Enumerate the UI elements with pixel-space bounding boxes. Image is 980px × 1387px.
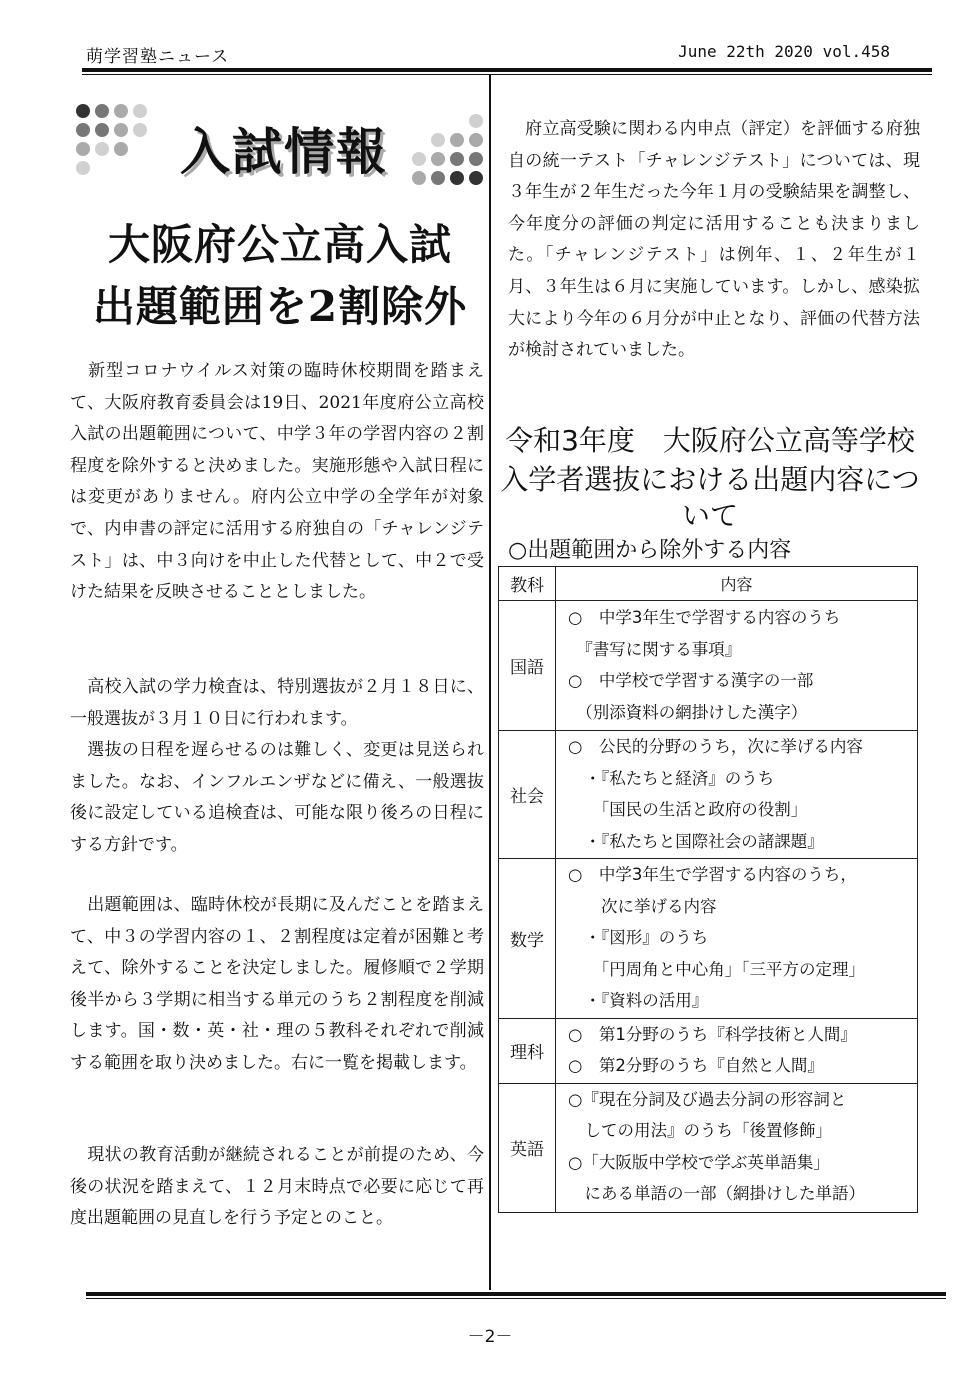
row-subject: 理科 — [499, 1019, 556, 1083]
newsletter-name: 萌学習塾ニュース — [86, 47, 230, 67]
row-content-line: 「国民の生活と政府の役割」 — [568, 800, 808, 819]
page-number: －2－ — [467, 1327, 513, 1347]
row-content-line: ・『私たちと国際社会の諸課題』 — [568, 831, 824, 851]
row-content-line: にある単語の一部（網掛けした単語） — [568, 1184, 865, 1203]
row-content-line: 次に挙げる内容 — [568, 896, 717, 916]
table-row-japanese — [499, 600, 917, 730]
dot-pattern-left — [76, 104, 147, 175]
article-paragraph-4: 現状の教育活動が継続されることが前提のため、今後の状況を踏まえて、１２月末時点で必要に応じて再度出題範囲の見直しを行う予定とのこと。 — [70, 1145, 484, 1229]
section-title: 入試情報 — [180, 122, 388, 181]
row-content-line: ○ 第2分野のうち『自然と人間』 — [568, 1056, 824, 1075]
header-content: 内容 — [720, 575, 753, 594]
row-content-line: ○ 中学3年生で学習する内容のうち， — [568, 865, 857, 884]
row-content-line: ・『図形』のうち — [568, 928, 709, 947]
table-title-line-1: 令和3年度 大阪府公立高等学校 — [505, 424, 915, 457]
excluded-content-table — [498, 566, 918, 1213]
header-subject: 教科 — [499, 567, 556, 600]
table-row-english — [499, 1083, 917, 1212]
table-caption: ○出題範囲から除外する内容 — [508, 538, 792, 563]
headline-line-1: 大阪府公立高入試 — [107, 220, 452, 269]
row-subject: 国語 — [499, 601, 556, 730]
row-content-line: ・『私たちと経済』のうち — [568, 768, 775, 788]
row-content-line: 『書写に関する事項』 — [568, 639, 742, 659]
article-paragraph-3: 出題範囲は、臨時休校が長期に及んだことを踏まえて、中３の学習内容の１、２割程度は定着が困難と考えて、除外することを決定しました。履修順で２学期後半から３学期に相当する単元のうち２割程度を削減します。国・数・英・社・理の５教科それぞれで削減する範囲を取り決めました。右に一覧を掲載します。 — [70, 895, 484, 1073]
table-header-row — [499, 567, 917, 600]
row-content-line: ・『資料の活用』 — [568, 991, 709, 1010]
row-content-line: ○『現在分詞及び過去分詞の形容詞と — [568, 1089, 847, 1109]
row-content-line: ○ 中学校で学習する漢字の一部 — [568, 671, 814, 690]
issue-date: June 22th 2020 vol.458 — [678, 42, 890, 61]
row-content-line: しての用法』のうち「後置修飾」 — [568, 1121, 832, 1140]
header-rule-thin — [82, 74, 932, 75]
article-paragraph-right: 府立高受験に関わる内申点（評定）を評価する府独自の統一テスト「チャレンジテスト」については、現３年生が２年生だった今年１月の受験結果を調整し、今年度分の評価の判定に活用することも決まりました。「チャレンジテスト」は例年、１、２年生が１月、３年生は６月に実施しています。しかし、感染拡大により今年の６月分が中止となり、評価の代替方法が検討されていました。 — [508, 119, 920, 361]
table-title-line-2: 入学者選抜における出題内容について — [500, 463, 920, 532]
header-rule — [82, 68, 932, 72]
footer-rule-thin — [86, 1298, 946, 1299]
row-content-line: 「円周角と中心角」「三平方の定理」 — [568, 959, 865, 979]
footer-rule — [86, 1292, 946, 1296]
row-content-line: （別添資料の網掛けした漢字） — [568, 702, 808, 722]
row-content-line: ○ 中学3年生で学習する内容のうち — [568, 608, 841, 627]
row-subject: 社会 — [499, 731, 556, 858]
row-subject: 英語 — [499, 1084, 556, 1212]
column-divider — [489, 75, 491, 1290]
row-subject: 数学 — [499, 859, 556, 1018]
article-paragraph-2: 高校入試の学力検査は、特別選抜が２月１８日に、一般選抜が３月１０日に行われます。 選抜の日程を遅らせるのは難しく、変更は見送られました。なお、インフルエンザなどに備え、一般選抜後に設定している追検査は、可能な限り後ろの日程にする方針です。 — [70, 677, 484, 855]
row-content-line: ○ 第1分野のうち『科学技術と人間』 — [568, 1024, 857, 1044]
table-row-social — [499, 730, 917, 858]
headline-line-2: 出題範囲を2割除外 — [92, 282, 468, 331]
table-row-math — [499, 858, 917, 1018]
row-content-line: ○ 公民的分野のうち，次に挙げる内容 — [568, 737, 863, 756]
row-content-line: ○「大阪版中学校で学ぶ英単語集」 — [568, 1152, 830, 1172]
article-paragraph-1: 新型コロナウイルス対策の臨時休校期間を踏まえて、大阪府教育委員会は19日、2021年度府公立高校入試の出題範囲について、中学３年の学習内容の２割程度を除外すると決めました。実施形態や入試日程には変更がありません。府内公立中学の全学年が対象で、内申書の評定に活用する府独自の「チャレンジテスト」は、中３向けを中止した代替として、中２で受けた結果を反映させることとしました。 — [70, 361, 484, 603]
dot-pattern-right — [412, 114, 483, 185]
table-row-science — [499, 1018, 917, 1083]
